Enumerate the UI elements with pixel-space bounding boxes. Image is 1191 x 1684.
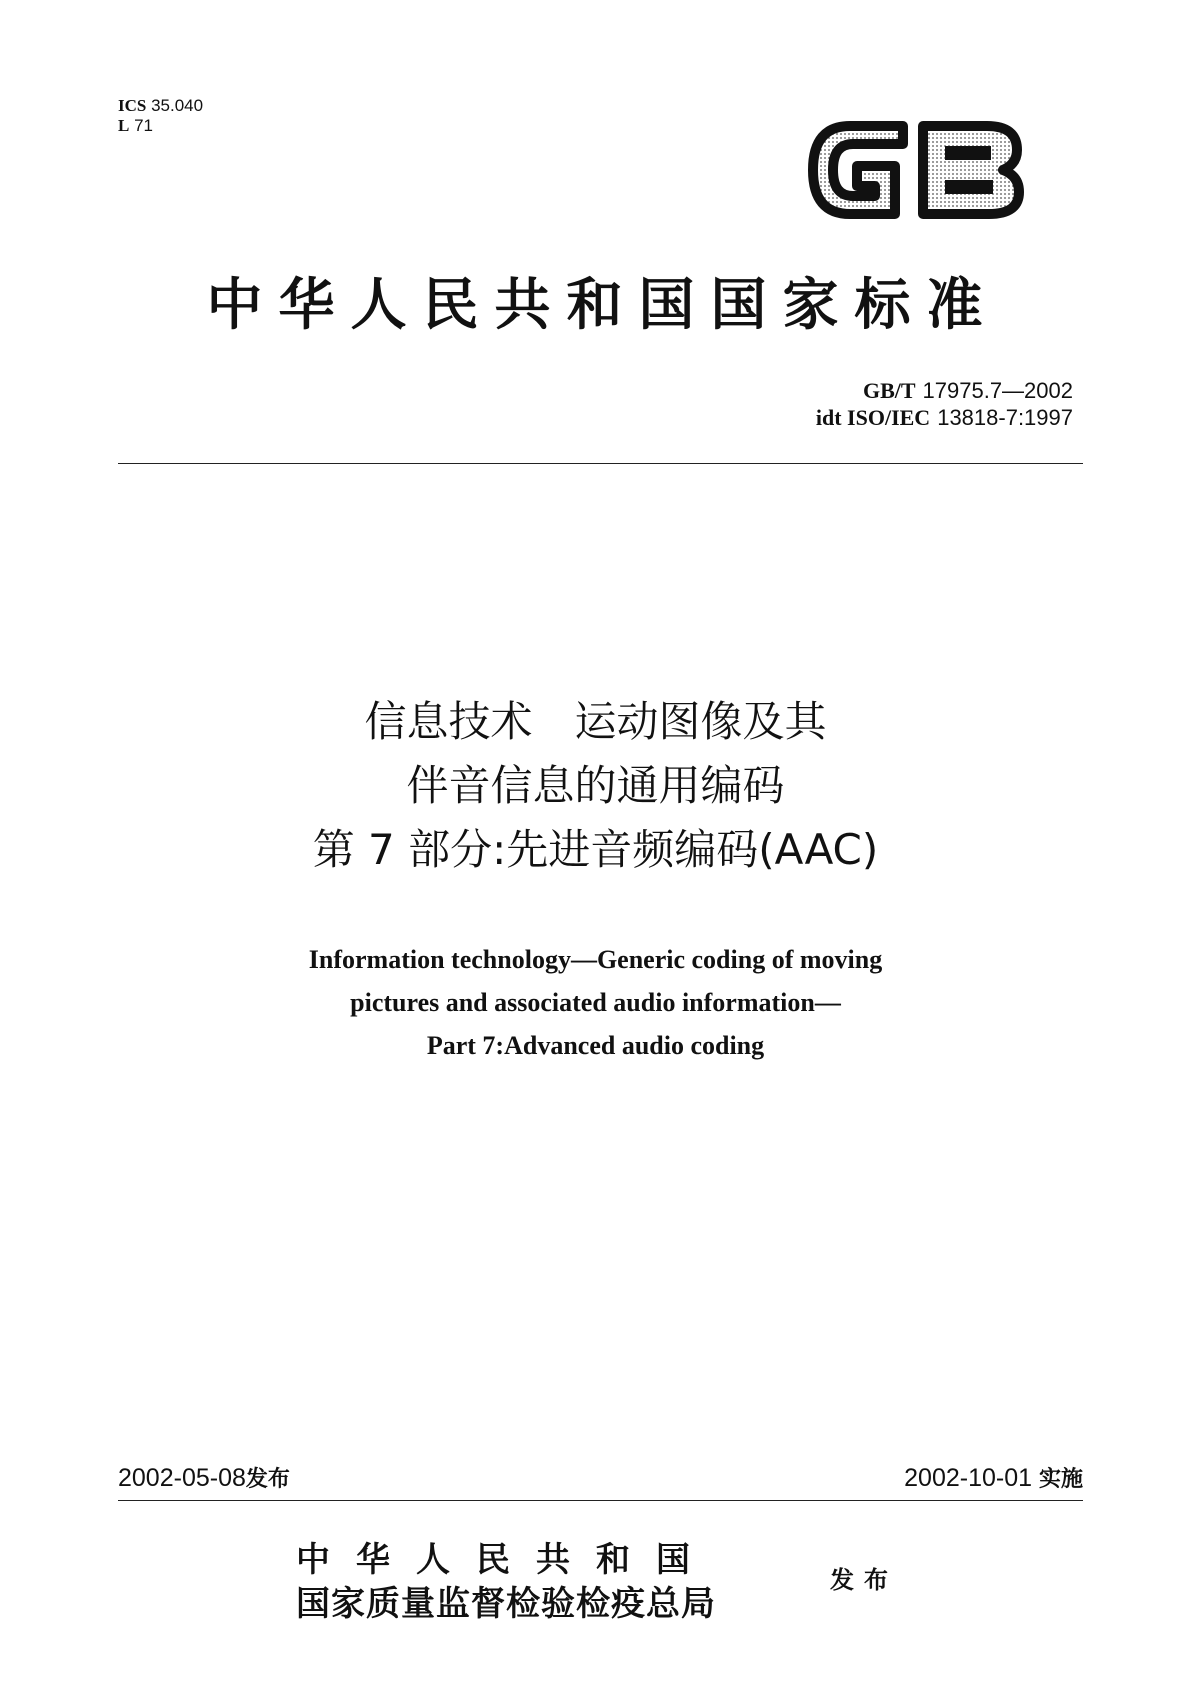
english-title <box>0 938 1191 1067</box>
chinese-title-line-1b: 运动图像及其 <box>574 697 827 746</box>
implementation-label: 实施 <box>1038 1467 1083 1492</box>
english-title-line-2: pictures and associated audio information— <box>350 988 841 1017</box>
issue-label: 发布 <box>245 1467 290 1492</box>
ics-key: ICS <box>118 96 147 115</box>
idt-key: idt ISO/IEC <box>815 405 931 430</box>
issue-date <box>118 1462 290 1493</box>
chinese-title-line-2: 伴音信息的通用编码 <box>406 761 785 810</box>
header-divider <box>118 463 1083 464</box>
gb-logo <box>795 108 1030 233</box>
implementation-date-value: 2002-10-01 <box>904 1464 1033 1492</box>
ccs-value: 71 <box>134 116 153 135</box>
issued-label: 发布 <box>830 1565 898 1594</box>
national-standard-title: 中华人民共和国国家标准 <box>206 272 999 338</box>
implementation-date <box>904 1462 1083 1493</box>
chinese-title-line-3: 第 7 部分:先进音频编码(AAC) <box>312 825 879 874</box>
chinese-title-line-1 <box>0 690 1191 754</box>
chinese-title-line-1a: 信息技术 <box>364 697 533 746</box>
ccs-key: L <box>118 116 130 135</box>
gb-number: 17975.7—2002 <box>922 378 1073 403</box>
issuer-line-1: 中华人民共和国 <box>296 1540 716 1580</box>
issuing-authority <box>296 1538 716 1626</box>
gb-key: GB/T <box>862 378 916 403</box>
footer-divider <box>118 1500 1083 1501</box>
gb-logo-graphic <box>795 108 1030 233</box>
standard-numbers <box>816 378 1073 432</box>
ics-value: 35.040 <box>151 96 204 115</box>
classification-codes <box>118 96 203 136</box>
chinese-title <box>0 690 1191 882</box>
issue-date-value: 2002-05-08 <box>118 1464 246 1492</box>
english-title-line-1: Information technology—Generic coding of moving <box>308 945 883 974</box>
idt-number: 13818-7:1997 <box>937 405 1073 430</box>
issuer-line-2: 国家质量监督检验检疫总局 <box>296 1584 716 1624</box>
english-title-line-3: Part 7:Advanced audio coding <box>426 1031 765 1060</box>
